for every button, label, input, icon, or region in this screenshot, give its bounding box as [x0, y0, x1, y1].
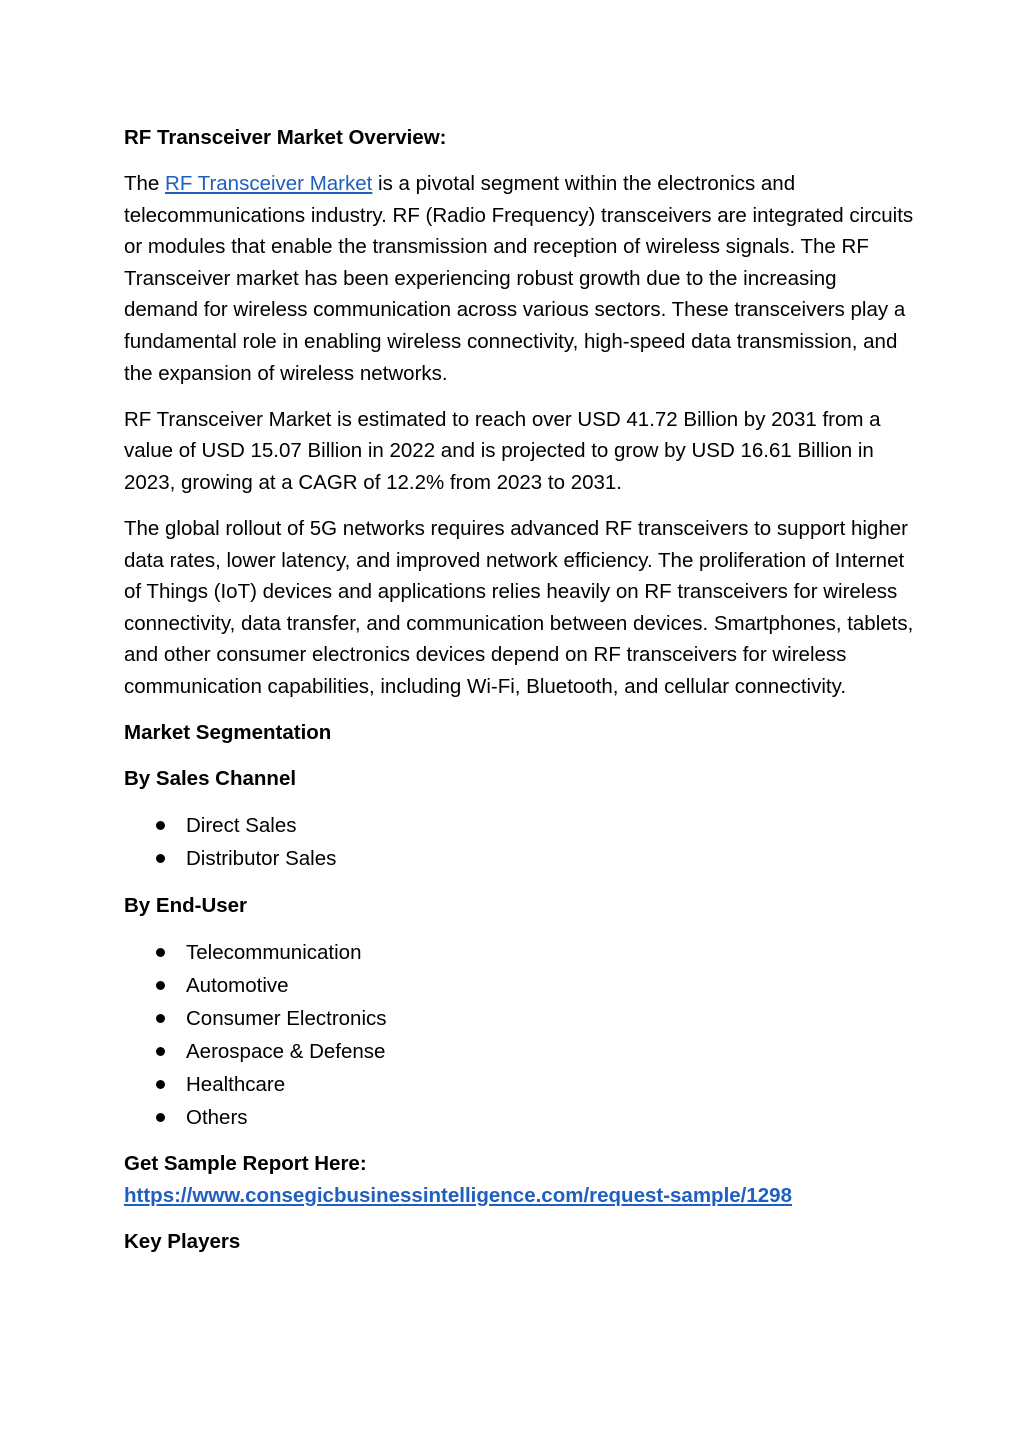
market-segmentation-heading: Market Segmentation: [124, 721, 332, 745]
sales-channel-heading: By Sales Channel: [124, 767, 297, 791]
rf-transceiver-market-link[interactable]: RF Transceiver Market: [165, 172, 373, 196]
paragraph-text: The: [124, 172, 166, 196]
bullet-icon: [156, 1047, 165, 1056]
sales-channel-list: [124, 809, 914, 875]
sample-report-link[interactable]: https://www.consegicbusinessintelligence.com/request-sample/1298: [124, 1183, 792, 1207]
document-page: [124, 122, 914, 1272]
overview-paragraph-3: The global rollout of 5G networks requires advanced RF transceivers to support higher data rates, lower latency, and improved network efficiency. The proliferation of Internet of Things (IoT) devices and applications relies heavily on RF transceivers for wireless connectivity, data transfer, and communication between devices. Smartphones, tablets, and other consumer electronics devices depend on RF transceivers for wireless communication capabilities, including Wi-Fi, Bluetooth, and cellular connectivity.: [124, 517, 914, 698]
list-item: [124, 1101, 914, 1134]
list-item-label: Telecommunication: [186, 940, 362, 964]
bullet-icon: [156, 1080, 165, 1089]
list-item: [124, 936, 914, 969]
list-item: [124, 842, 914, 875]
list-item-label: Healthcare: [186, 1072, 286, 1096]
bullet-icon: [156, 821, 165, 830]
overview-paragraph-1: [124, 168, 914, 389]
sample-report-block: [124, 1148, 914, 1211]
end-user-heading: By End-User: [124, 893, 248, 917]
key-players-heading: Key Players: [124, 1230, 241, 1254]
list-item: [124, 1035, 914, 1068]
list-item-label: Direct Sales: [186, 814, 297, 838]
list-item-label: Distributor Sales: [186, 847, 337, 871]
overview-paragraph-2: RF Transceiver Market is estimated to reach over USD 41.72 Billion by 2031 from a value of USD 15.07 Billion in 2022 and is projected to grow by USD 16.61 Billion in 2023, growing at a CAGR of 12.2% from 2023 to 2031.: [124, 407, 881, 494]
end-user-list: [124, 936, 914, 1134]
bullet-icon: [156, 1014, 165, 1023]
bullet-icon: [156, 981, 165, 990]
list-item: [124, 969, 914, 1002]
list-item-label: Consumer Electronics: [186, 1006, 387, 1030]
list-item-label: Automotive: [186, 973, 289, 997]
list-item: [124, 1002, 914, 1035]
list-item-label: Others: [186, 1105, 248, 1129]
bullet-icon: [156, 948, 165, 957]
paragraph-text: is a pivotal segment within the electronics and telecommunications industry. RF (Radio Frequency) transceivers are integrated circuits or modules that enable the transmission and reception of wireless signals. The RF Transceiver market has been experiencing robust growth due to the increasing demand for wireless communication across various sectors. These transceivers play a fundamental role in enabling wireless connectivity, high-speed data transmission, and the expansion of wireless networks.: [124, 172, 914, 385]
list-item: [124, 1068, 914, 1101]
list-item-label: Aerospace & Defense: [186, 1039, 386, 1063]
bullet-icon: [156, 854, 165, 863]
overview-heading: RF Transceiver Market Overview:: [124, 126, 447, 149]
bullet-icon: [156, 1113, 165, 1122]
sample-report-label: Get Sample Report Here:: [124, 1152, 367, 1176]
list-item: [124, 809, 914, 842]
